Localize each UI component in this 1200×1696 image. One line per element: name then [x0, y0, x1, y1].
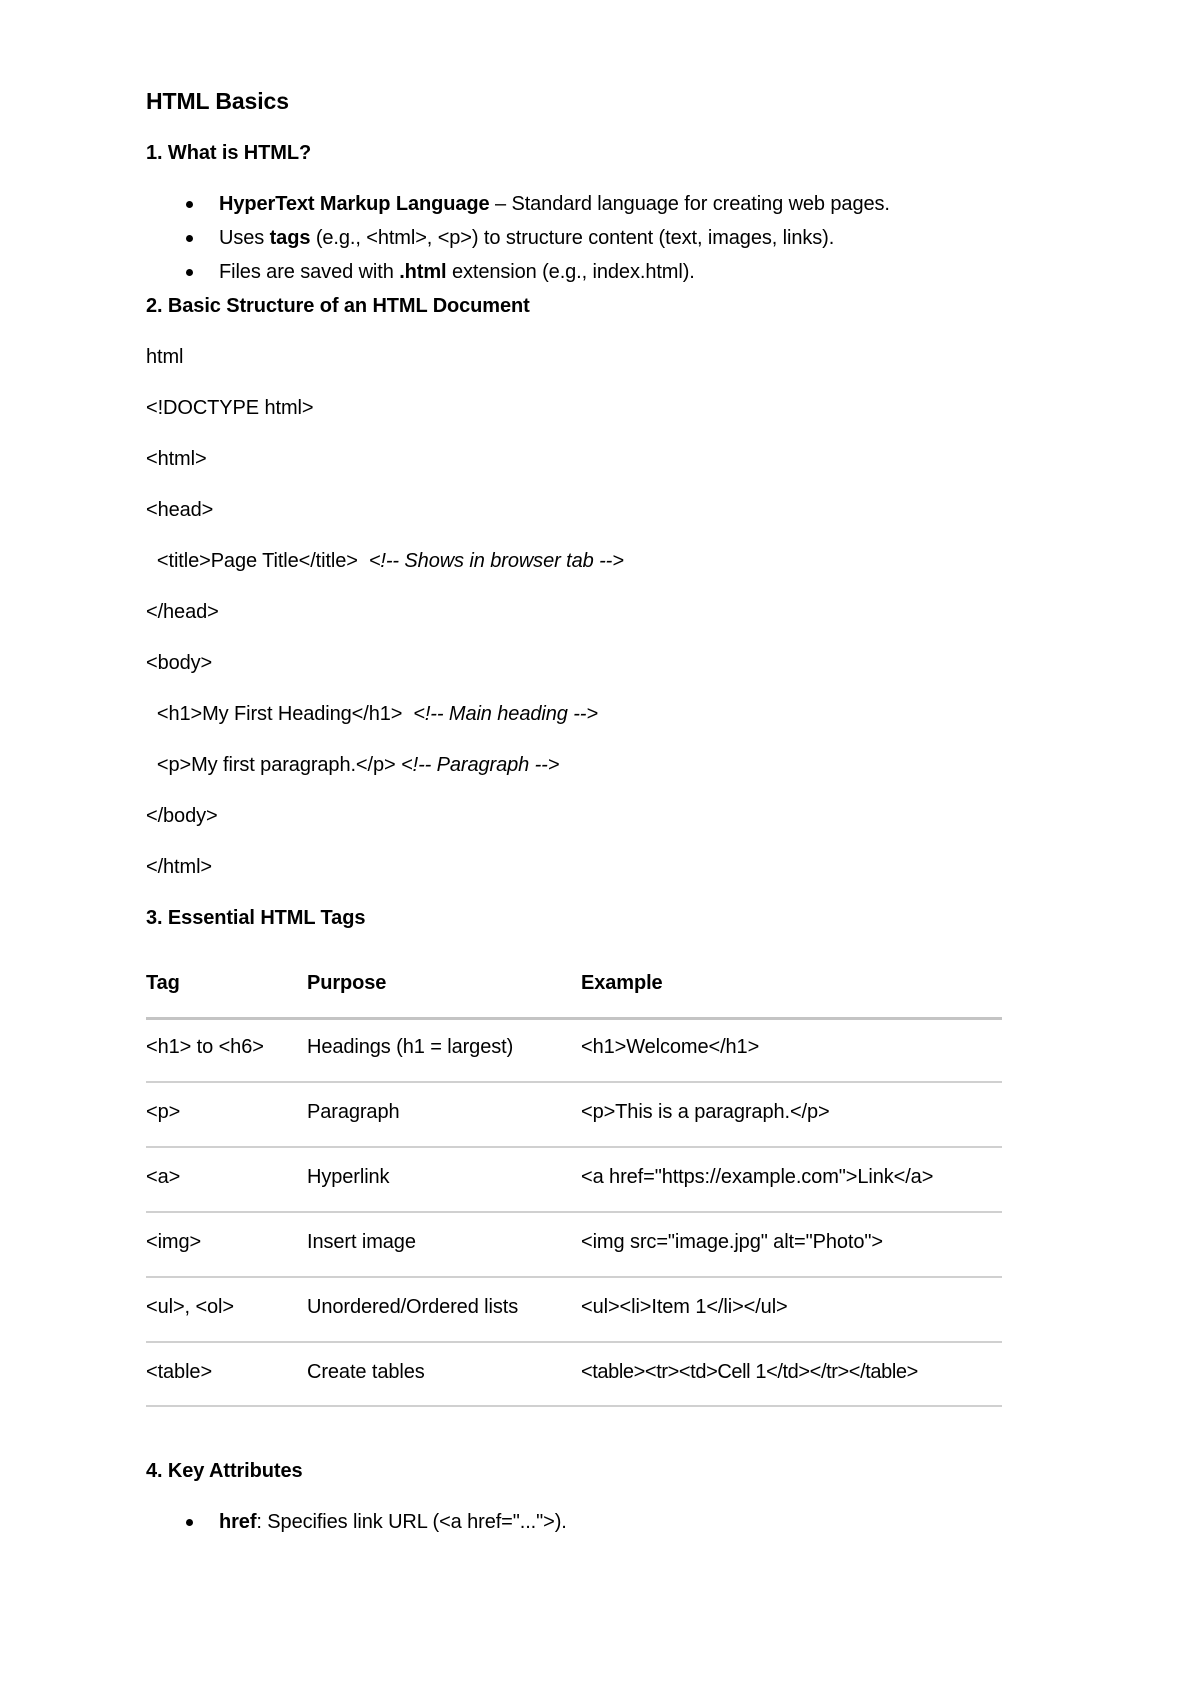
- section-3-heading: 3. Essential HTML Tags: [146, 907, 366, 929]
- code-line-4-code: <title>Page Title</title>: [146, 550, 358, 572]
- table-cell-purpose: Unordered/Ordered lists: [307, 1296, 519, 1318]
- bullet-2-bold: tags: [269, 227, 311, 249]
- bullet-icon: [186, 201, 193, 208]
- table-bottom-divider: [146, 1405, 1002, 1407]
- table-cell-example: <a href="https://example.com">Link</a>: [581, 1166, 934, 1188]
- table-cell-purpose: Paragraph: [307, 1101, 400, 1123]
- code-line-7-comment: <!-- Main heading -->: [413, 703, 598, 725]
- attr-bullet-text: : Specifies link URL (<a href="...">).: [256, 1511, 567, 1533]
- table-header-divider: [146, 1017, 1002, 1020]
- code-line-7: [146, 701, 598, 727]
- code-line-3: <head>: [146, 499, 214, 521]
- bullet-icon: [186, 235, 193, 242]
- bullet-1-text: – Standard language for creating web pages.: [489, 193, 890, 215]
- code-line-4: [146, 548, 624, 574]
- table-row-divider: [146, 1081, 1002, 1083]
- section-2-heading: 2. Basic Structure of an HTML Document: [146, 295, 530, 317]
- table-cell-tag: <img>: [146, 1231, 202, 1253]
- document-title: HTML Basics: [146, 88, 289, 114]
- section-1-bullet-2: [219, 225, 834, 251]
- code-line-6: <body>: [146, 652, 213, 674]
- table-row-divider: [146, 1341, 1002, 1343]
- code-line-5: </head>: [146, 601, 219, 623]
- table-row-divider: [146, 1146, 1002, 1148]
- code-line-2: <html>: [146, 448, 207, 470]
- table-header-purpose: Purpose: [307, 972, 387, 994]
- bullet-2-pre: Uses: [219, 227, 270, 249]
- table-cell-tag: <h1> to <h6>: [146, 1036, 264, 1058]
- bullet-3-pre: Files are saved with: [219, 261, 400, 283]
- table-cell-purpose: Hyperlink: [307, 1166, 390, 1188]
- table-cell-purpose: Create tables: [307, 1361, 425, 1383]
- bullet-icon: [186, 269, 193, 276]
- code-line-8: [146, 752, 559, 778]
- table-cell-example: <img src="image.jpg" alt="Photo">: [581, 1231, 883, 1253]
- table-cell-example: <ul><li>Item 1</li></ul>: [581, 1296, 788, 1318]
- code-line-9: </body>: [146, 805, 218, 827]
- table-cell-example: <h1>Welcome</h1>: [581, 1036, 760, 1058]
- bullet-3-text: extension (e.g., index.html).: [446, 261, 695, 283]
- code-line-7-code: <h1>My First Heading</h1>: [146, 703, 403, 725]
- code-line-4-comment: <!-- Shows in browser tab -->: [368, 550, 624, 572]
- section-1-bullet-3: [219, 259, 695, 285]
- bullet-2-text: (e.g., <html>, <p>) to structure content (text, images, links).: [310, 227, 835, 249]
- section-1-heading: 1. What is HTML?: [146, 142, 312, 164]
- table-cell-tag: <a>: [146, 1166, 181, 1188]
- table-cell-tag: <ul>, <ol>: [146, 1296, 234, 1318]
- section-4-heading: 4. Key Attributes: [146, 1460, 303, 1482]
- table-row-divider: [146, 1276, 1002, 1278]
- table-cell-example: <p>This is a paragraph.</p>: [581, 1101, 830, 1123]
- code-language-label: html: [146, 346, 184, 368]
- table-cell-example: <table><tr><td>Cell 1</td></tr></table>: [581, 1361, 918, 1383]
- code-line-10: </html>: [146, 856, 212, 878]
- table-cell-purpose: Insert image: [307, 1231, 416, 1253]
- table-header-example: Example: [581, 972, 663, 994]
- section-4-bullet-1: [219, 1509, 567, 1535]
- bullet-1-bold: HyperText Markup Language: [219, 193, 490, 215]
- code-line-8-comment: <!-- Paragraph -->: [401, 754, 560, 776]
- table-header-tag: Tag: [146, 972, 180, 994]
- table-row-divider: [146, 1211, 1002, 1213]
- table-cell-tag: <table>: [146, 1361, 213, 1383]
- bullet-icon: [186, 1519, 193, 1526]
- table-cell-tag: <p>: [146, 1101, 181, 1123]
- attr-bullet-bold: href: [219, 1511, 257, 1533]
- bullet-3-bold: .html: [399, 261, 447, 283]
- section-1-bullet-1: [219, 191, 890, 217]
- code-line-1: <!DOCTYPE html>: [146, 397, 314, 419]
- table-cell-purpose: Headings (h1 = largest): [307, 1036, 514, 1058]
- code-line-8-code: <p>My first paragraph.</p>: [146, 754, 396, 776]
